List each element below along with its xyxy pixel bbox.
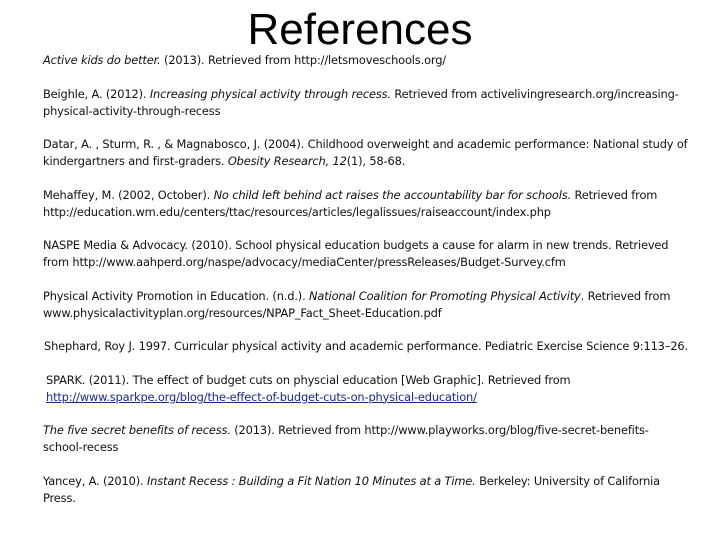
- reference-author: Physical Activity Promotion in Education. (n.d.).: [43, 288, 310, 303]
- reference-text: NASPE Media & Advocacy. (2010). School physical education budgets a cause for alarm in new trends. Retrieved from http://www.aahperd.org/naspe/advocacy/mediaCenter/pressReleases/Budget-Survey.cfm: [43, 238, 669, 269]
- reference-item: [43, 422, 688, 456]
- reference-details: Retrieved from activelivingresearch.org/increasing-physical-activity-through-recess: [43, 86, 679, 118]
- page-title: References: [247, 5, 473, 54]
- reference-title: Increasing physical activity through recess.: [149, 86, 391, 101]
- reference-author: Datar, A. , Sturm, R. , & Magnabosco, J. (2004). Childhood overweight and academic performance: National study of kindergartners and first-graders.: [43, 137, 688, 168]
- reference-details: (2013). Retrieved from http://letsmoveschools.org/: [160, 53, 446, 67]
- reference-link[interactable]: http://www.sparkpe.org/blog/the-effect-of-budget-cuts-on-physical-education/: [46, 389, 477, 404]
- reference-text: SPARK. (2011). The effect of budget cuts on physcial education [Web Graphic]. Retrieved from: [46, 372, 571, 387]
- reference-title: The five secret benefits of recess.: [43, 423, 231, 437]
- reference-item: [43, 288, 688, 322]
- reference-details: Berkeley: University of California Press.: [43, 473, 661, 505]
- reference-item: [43, 52, 688, 69]
- reference-title: No child left behind act raises the accountability bar for schools.: [213, 187, 571, 202]
- reference-journal: Obesity Research, 12: [227, 154, 347, 168]
- reference-item: [43, 338, 688, 355]
- reference-details: . Retrieved from www.physicalactivityplan.org/resources/NPAP_Fact_Sheet-Education.pdf: [43, 288, 671, 320]
- reference-item: [43, 136, 688, 170]
- reference-title: Instant Recess : Building a Fit Nation 10 Minutes at a Time.: [146, 473, 476, 488]
- reference-item: [43, 86, 688, 120]
- reference-author: Mehaffey, M. (2002, October).: [43, 187, 214, 202]
- reference-item: [43, 187, 688, 221]
- reference-item: [43, 372, 688, 406]
- reference-details: (1), 58-68.: [346, 154, 406, 168]
- reference-title: National Coalition for Promoting Physical Activity: [309, 288, 581, 303]
- reference-details: (2013). Retrieved from http://www.playworks.org/blog/five-secret-benefits-school-recess: [43, 423, 649, 454]
- reference-item: [43, 237, 688, 271]
- reference-author: Beighle, A. (2012).: [43, 86, 150, 101]
- reference-details: Retrieved from http://education.wm.edu/centers/ttac/resources/articles/legalissues/raiseaccount/index.php: [43, 187, 658, 219]
- reference-list: [43, 52, 688, 523]
- reference-item: [43, 473, 688, 507]
- reference-text: Shephard, Roy J. 1997. Curricular physical activity and academic performance. Pediatric Exercise Science 9:113–26.: [44, 339, 688, 353]
- reference-author: Yancey, A. (2010).: [43, 473, 147, 488]
- reference-title: Active kids do better.: [43, 53, 161, 67]
